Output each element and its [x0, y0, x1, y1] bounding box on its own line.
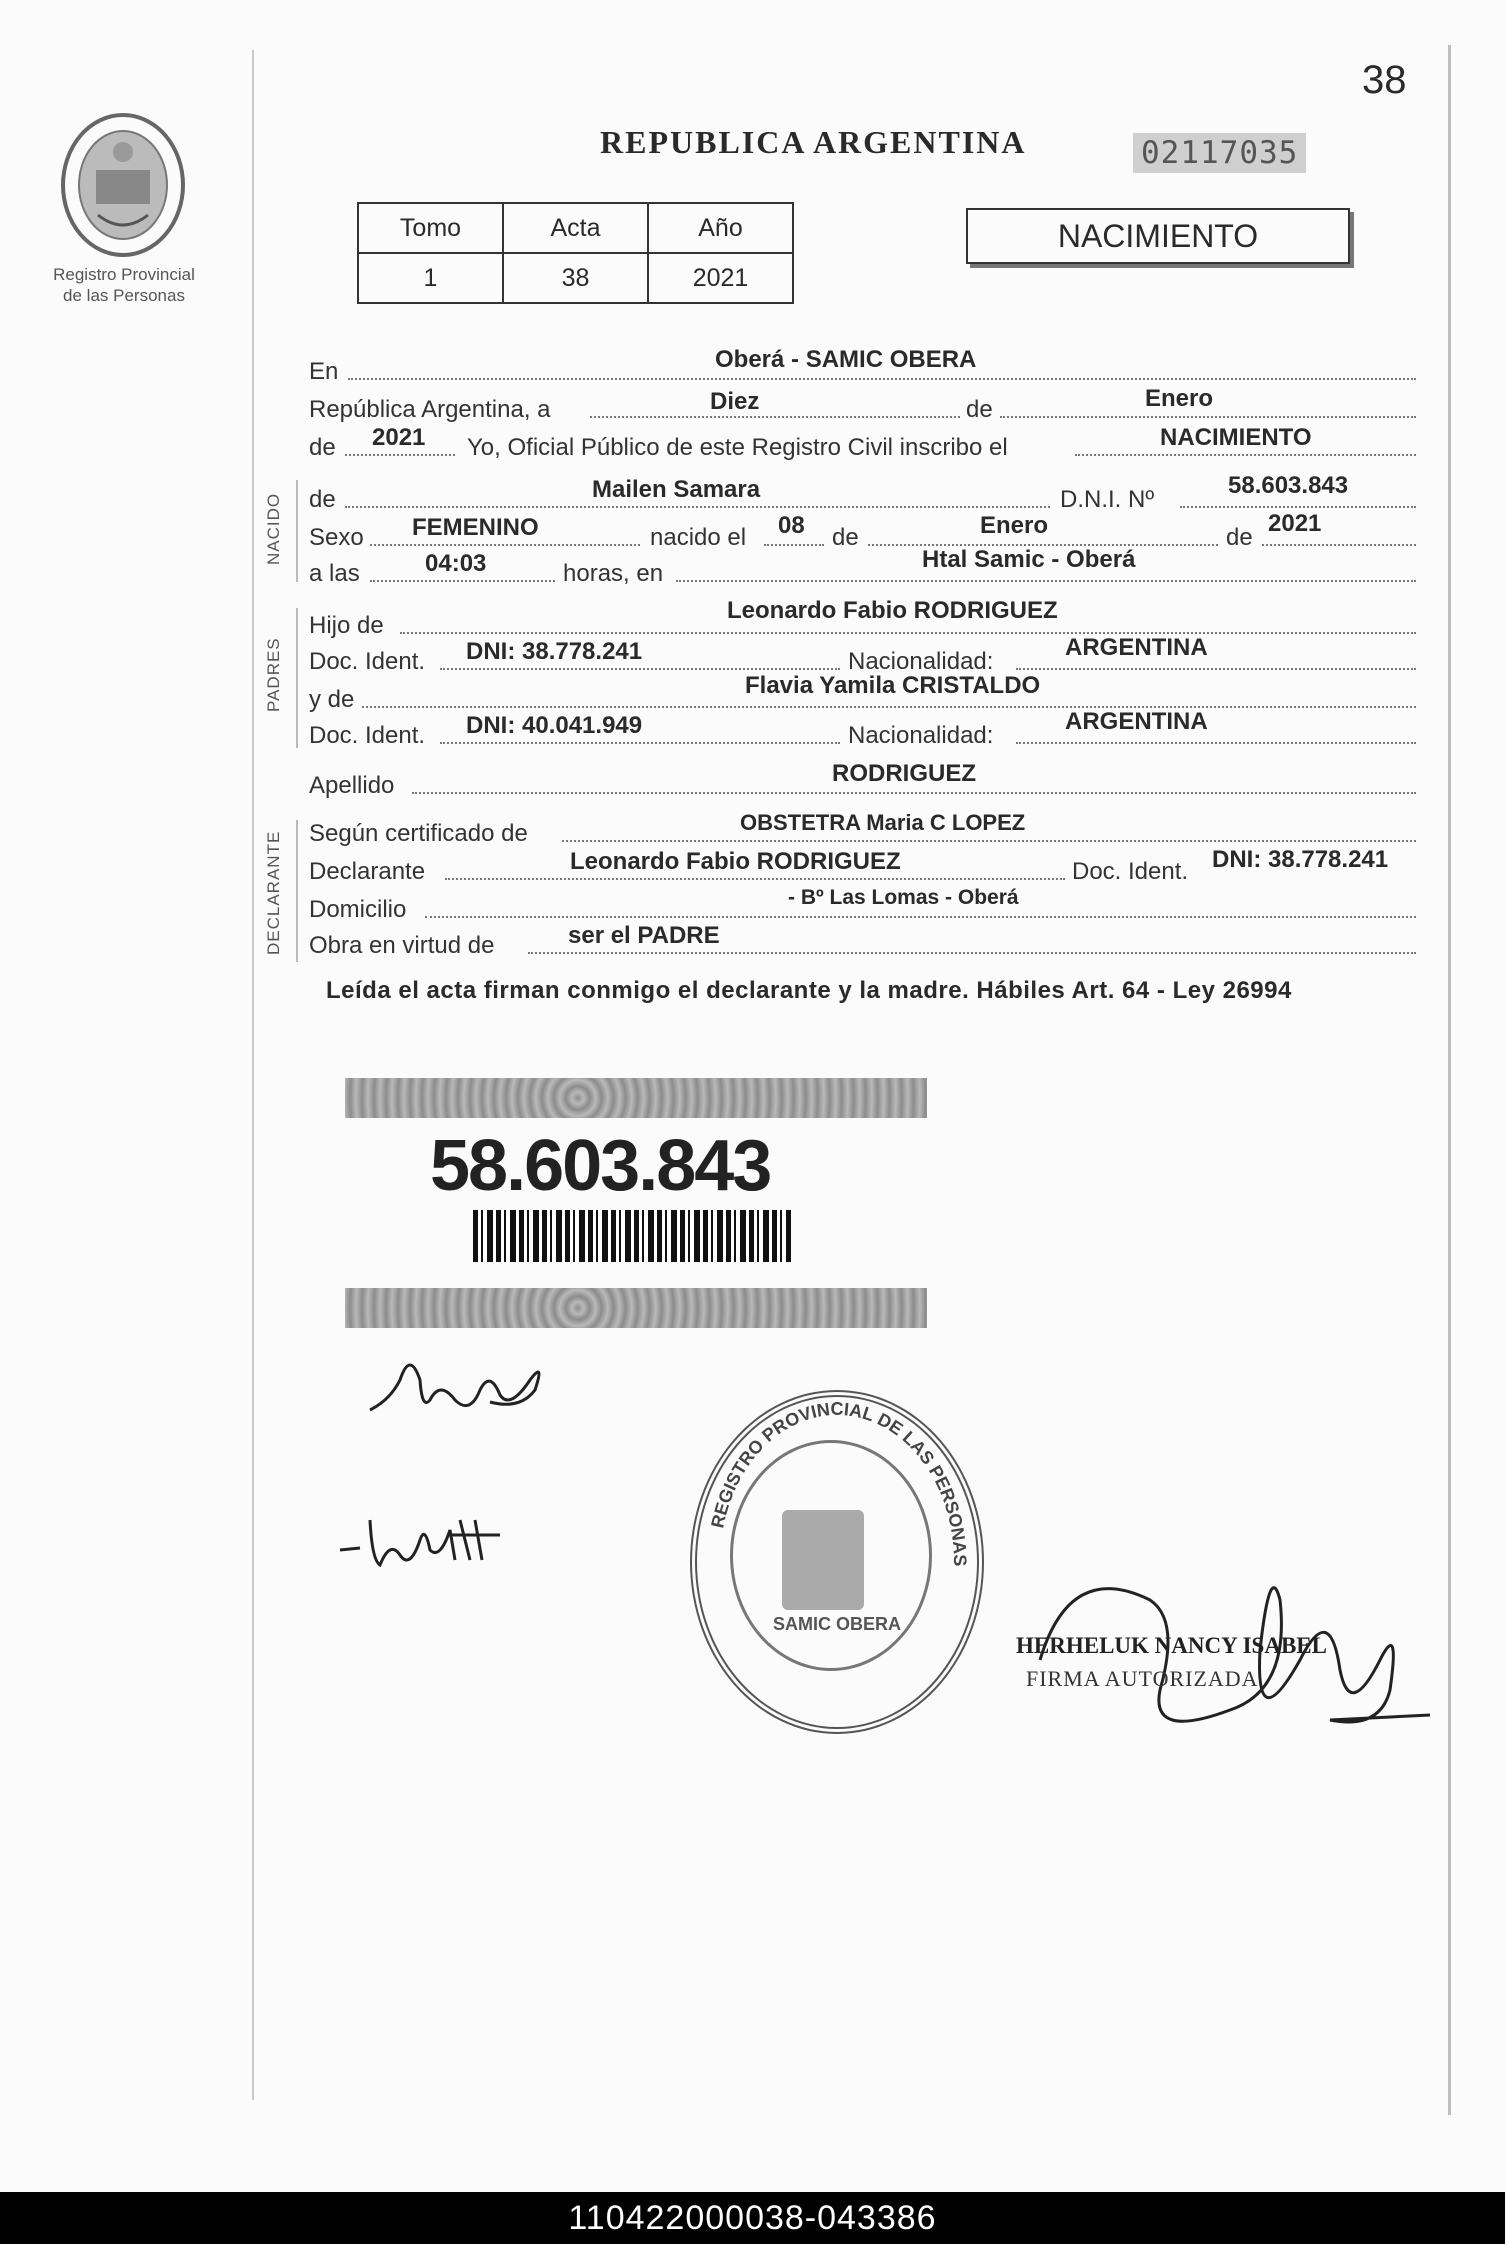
provincial-seal-icon [58, 110, 188, 260]
table-cell: 2021 [648, 253, 793, 303]
dotted-line [590, 416, 960, 418]
label-segun: Según certificado de [309, 820, 528, 847]
page-number: 38 [1362, 58, 1407, 102]
field-lugar: Oberá - SAMIC OBERA [715, 346, 977, 373]
label-de: de [966, 396, 993, 423]
registry-name-line2: de las Personas [63, 286, 185, 305]
dotted-line [425, 916, 1416, 918]
signature-declarante-icon [360, 1340, 560, 1430]
closing-text: Leída el acta firman conmigo el declarante y la madre. Hábiles Art. 64 - Ley 26994 [326, 977, 1292, 1004]
registry-name [34, 264, 214, 306]
label-y-de: y de [309, 686, 355, 713]
side-label-declarante: DECLARANTE [264, 830, 283, 955]
label-dni: D.N.I. Nº [1060, 486, 1155, 513]
label-en: En [309, 358, 339, 385]
field-mes: Enero [1145, 385, 1214, 412]
label-obra: Obra en virtud de [309, 932, 495, 959]
label-horas-en: horas, en [563, 560, 664, 587]
table-header: Acta [503, 203, 648, 253]
nacido-bracket [296, 480, 298, 582]
field-certificado: OBSTETRA Maria C LOPEZ [740, 810, 1026, 835]
act-type-box: NACIMIENTO [966, 208, 1350, 264]
table-cell: 38 [503, 253, 648, 303]
label-nacionalidad: Nacionalidad: [848, 648, 994, 675]
field-padre-doc: DNI: 38.778.241 [466, 638, 643, 665]
field-madre: Flavia Yamila CRISTALDO [745, 672, 1041, 699]
field-apellido: RODRIGUEZ [832, 760, 976, 787]
side-label-nacido: NACIDO [264, 492, 283, 565]
right-margin-rule [1448, 45, 1451, 2115]
label-yo: Yo, Oficial Público de este Registro Civil inscribo el [467, 434, 1008, 461]
dotted-line [1016, 742, 1416, 744]
stamp-text [690, 1390, 984, 1734]
dotted-line [400, 632, 1416, 634]
field-domicilio: - Bº Las Lomas - Oberá [788, 886, 1019, 909]
stamp-arc-text: REGISTRO PROVINCIAL DE LAS PERSONAS [707, 1398, 971, 1567]
left-margin-rule [252, 50, 254, 2100]
dotted-line [562, 840, 1416, 842]
field-lugar-nac: Htal Samic - Oberá [922, 546, 1136, 573]
field-dia: Diez [710, 388, 760, 415]
dotted-line [1180, 506, 1416, 508]
dotted-line [440, 742, 840, 744]
dotted-line [1000, 416, 1416, 418]
label-de: de [832, 524, 859, 551]
registry-table [357, 202, 794, 304]
field-nac-mes: Enero [980, 512, 1049, 539]
dotted-line [345, 454, 455, 456]
field-declarante-doc: DNI: 38.778.241 [1212, 846, 1389, 873]
security-stripe-bottom [345, 1288, 927, 1328]
label-doc-ident: Doc. Ident. [1072, 858, 1189, 885]
field-hora: 04:03 [425, 550, 487, 577]
label-doc-ident: Doc. Ident. [309, 648, 426, 675]
barcode-icon [473, 1210, 791, 1262]
label-sexo: Sexo [309, 524, 364, 551]
dotted-line [676, 580, 1416, 582]
field-anio: 2021 [372, 424, 426, 451]
field-padre: Leonardo Fabio RODRIGUEZ [727, 597, 1058, 624]
field-dni: 58.603.843 [1228, 472, 1349, 499]
dotted-line [1016, 668, 1416, 670]
padres-bracket [296, 608, 298, 748]
label-a-las: a las [309, 560, 360, 587]
label-hijo-de: Hijo de [309, 612, 384, 639]
field-declarante: Leonardo Fabio RODRIGUEZ [570, 848, 901, 875]
label-doc-ident: Doc. Ident. [309, 722, 426, 749]
dotted-line [1262, 544, 1416, 546]
label-de: de [1226, 524, 1253, 551]
label-declarante: Declarante [309, 858, 426, 885]
official-role: FIRMA AUTORIZADA [1026, 1666, 1259, 1691]
signature-madre-icon [330, 1500, 530, 1580]
field-nac-dia: 08 [778, 512, 805, 539]
signature-official-icon [1030, 1540, 1450, 1780]
field-padre-nac: ARGENTINA [1065, 634, 1208, 661]
label-domicilio: Domicilio [309, 896, 407, 923]
side-label-padres: PADRES [264, 637, 283, 712]
dotted-line [370, 544, 640, 546]
dotted-line [370, 580, 555, 582]
registry-name-line1: Registro Provincial [53, 265, 195, 284]
official-name: HERHELUK NANCY ISABEL [1016, 1633, 1327, 1658]
field-acto: NACIMIENTO [1160, 424, 1312, 451]
dotted-line [764, 544, 824, 546]
stamp-inner-text: SAMIC OBERA [772, 1614, 902, 1634]
label-nacionalidad: Nacionalidad: [848, 722, 994, 749]
dotted-line [362, 706, 1416, 708]
field-obra: ser el PADRE [568, 922, 720, 949]
document-title: REPUBLICA ARGENTINA [600, 124, 1027, 160]
svg-text:REGISTRO PROVINCIAL DE LAS PER [707, 1399, 970, 1566]
label-apellido: Apellido [309, 772, 395, 799]
field-sexo: FEMENINO [412, 514, 539, 541]
label-nacido-el: nacido el [650, 524, 747, 551]
dotted-line [345, 506, 1050, 508]
field-madre-doc: DNI: 40.041.949 [466, 712, 643, 739]
field-nombre: Mailen Samara [592, 476, 761, 503]
table-cell: 1 [358, 253, 503, 303]
field-nac-anio: 2021 [1268, 510, 1322, 537]
security-stripe-top [345, 1078, 927, 1118]
table-header: Tomo [358, 203, 503, 253]
dotted-line [528, 952, 1416, 954]
table-header: Año [648, 203, 793, 253]
dni-number: 58.603.843 [430, 1126, 771, 1206]
label-republica: República Argentina, a [309, 396, 551, 423]
field-madre-nac: ARGENTINA [1065, 708, 1208, 735]
dotted-line [1075, 454, 1416, 456]
serial-number: 02117035 [1133, 133, 1306, 173]
dotted-line [445, 878, 1065, 880]
label-de: de [309, 434, 336, 461]
declarante-bracket [296, 820, 298, 962]
dotted-line [412, 792, 1416, 794]
footer-code: 110422000038-043386 [0, 2192, 1505, 2244]
dotted-line [348, 378, 1416, 380]
label-de: de [309, 486, 336, 513]
dotted-line [440, 668, 840, 670]
